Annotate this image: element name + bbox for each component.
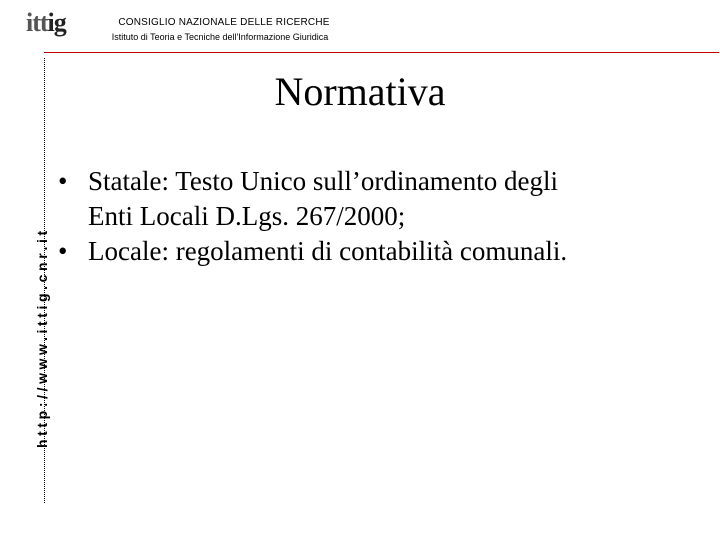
bullet-text-line1: Locale: regolamenti di contabilità comunali.	[88, 236, 568, 266]
header-divider	[44, 52, 719, 53]
bullet-text-line2: Enti Locali D.Lgs. 267/2000;	[88, 201, 406, 231]
header-institute: Istituto di Teoria e Tecniche dell'Informazione Giuridica	[111, 32, 329, 42]
ittig-logo-text	[26, 8, 66, 38]
slide-title: Normativa	[274, 69, 446, 114]
bullet-marker: •	[58, 166, 68, 196]
bullet-item-locale	[58, 234, 698, 269]
header-org: CONSIGLIO NAZIONALE DELLE RICERCHE	[118, 17, 330, 28]
logo-text-a: itt	[26, 8, 48, 37]
side-url: http://www.ittig.cnr.it	[34, 227, 50, 448]
bullet-text-line1: Statale: Testo Unico sull’ordinamento degli	[88, 166, 559, 196]
bullet-item-statale	[58, 164, 698, 234]
bullet-marker: •	[58, 236, 68, 266]
logo-text-b: ig	[47, 8, 66, 37]
bullet-list	[58, 164, 698, 269]
